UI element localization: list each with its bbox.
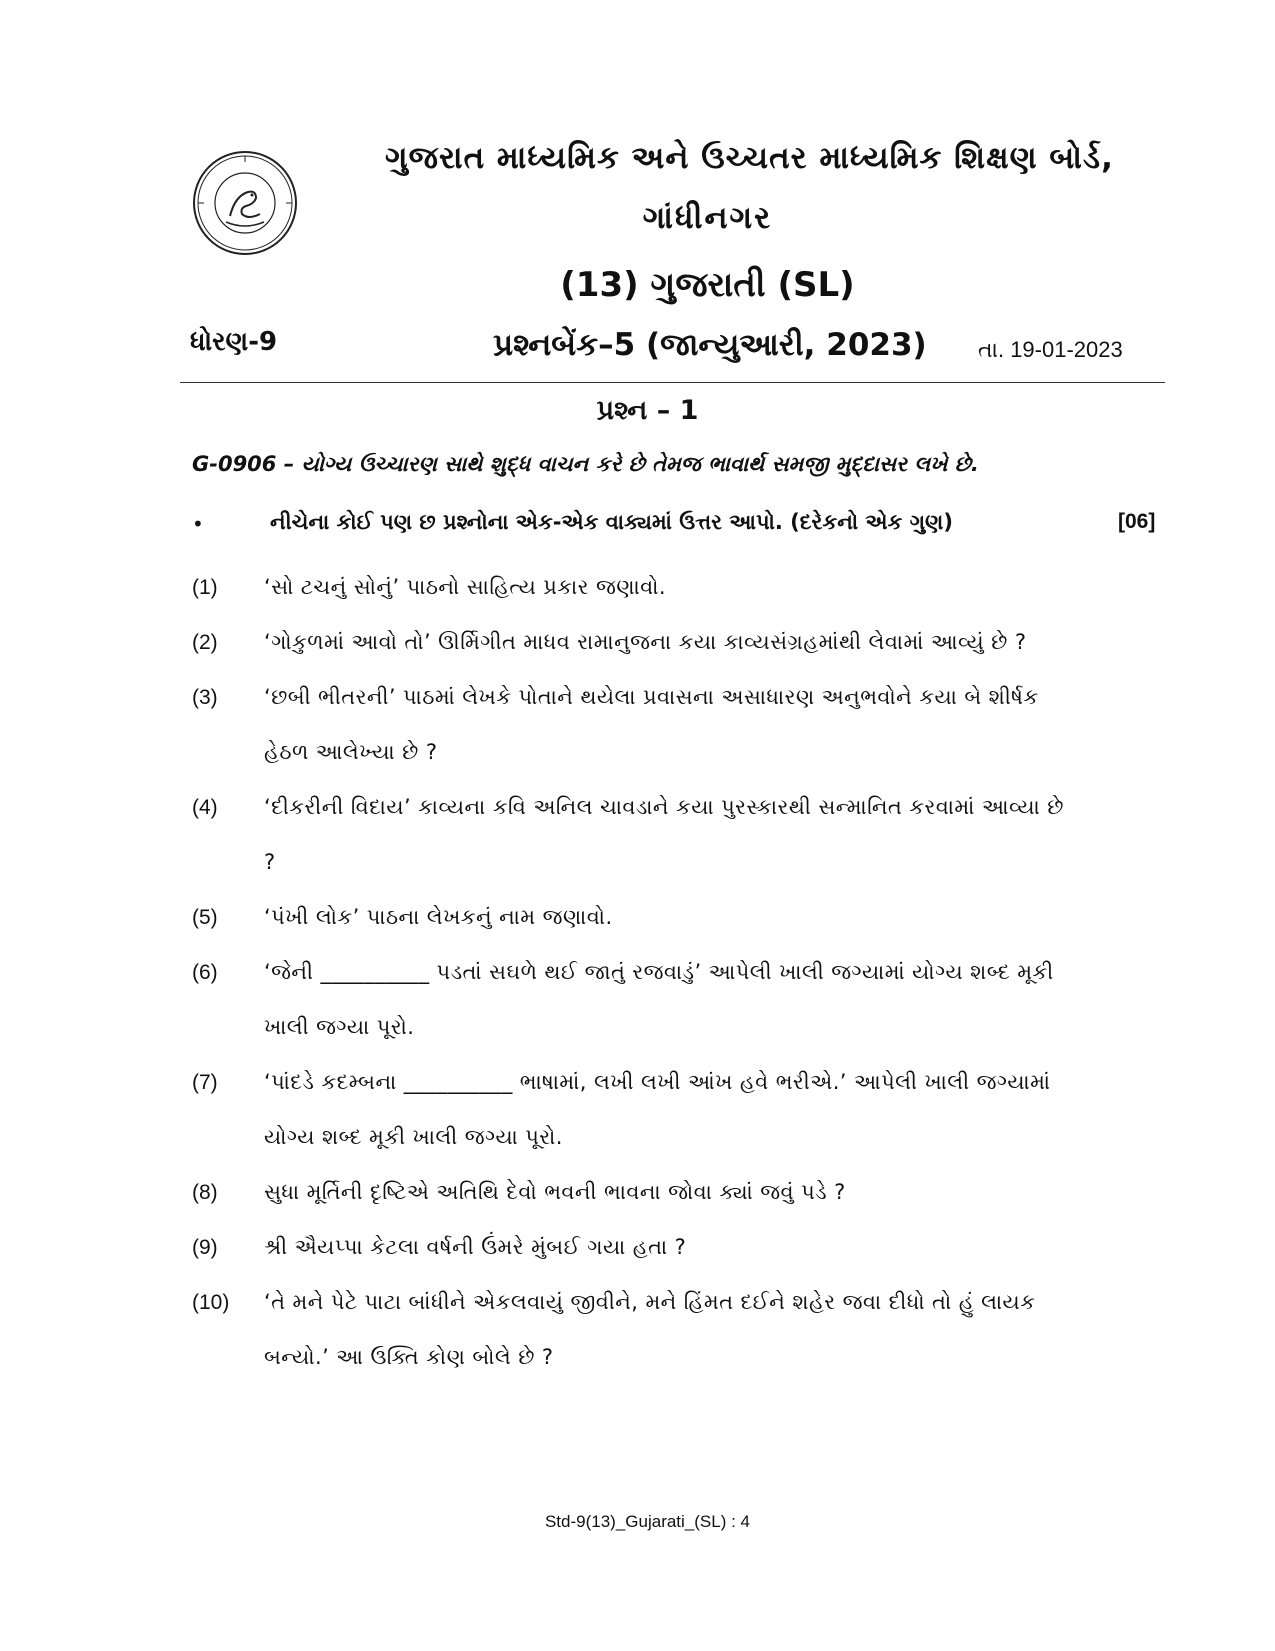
exam-date: તા. 19-01-2023: [978, 337, 1123, 362]
board-city: ગાંધીનગર: [642, 200, 773, 236]
question-number: (7): [192, 1071, 218, 1094]
question-text: ‘ગોકુળમાં આવો તો’ ઊર્મિગીત માધવ રામાનુજના કયા કાવ્યસંગ્રહમાંથી લેવામાં આવ્યું છે ?: [264, 630, 1027, 654]
question-text: શ્રી ઐયપ્પા કેટલા વર્ષની ઉંમરે મુંબઈ ગયા હતા ?: [264, 1235, 687, 1259]
question-number: (10): [192, 1291, 230, 1314]
list-item: [192, 670, 1082, 780]
list-item: [192, 1275, 1082, 1385]
list-item: [192, 945, 1082, 1055]
instruction-text: નીચેના કોઈ પણ છ પ્રશ્નોના એક-એક વાક્યમાં ઉત્તર આપો. (દરેકનો એક ગુણ): [270, 510, 953, 534]
list-item: [192, 780, 1082, 890]
question-text: ‘પાંદડે કદમ્બના __________ ભાષામાં, લખી લખી આંખ હવે ભરીએ.’ આપેલી ખાલી જગ્યામાં યોગ્ય શબ્દ મૂકી ખાલી જગ્યા પૂરો.: [264, 1070, 1051, 1149]
question-number: (3): [192, 686, 218, 709]
question-text: ‘છબી ભીતરની’ પાઠમાં લેખકે પોતાને થયેલા પ્રવાસના અસાધારણ અનુભવોને કયા બે શીર્ષક હેઠળ આલેખ્યા છે ?: [264, 685, 1039, 764]
learning-objective: G-0906 – યોગ્ય ઉચ્ચારણ સાથે શુદ્ધ વાચન કરે છે તેમજ ભાવાર્થ સમજી મુદ્દાસર લખે છે.: [192, 452, 979, 476]
question-number: (8): [192, 1181, 218, 1204]
list-item: [192, 890, 1082, 945]
question-number: (1): [192, 576, 218, 599]
list-item: [192, 1220, 1082, 1275]
question-text: ‘તે મને પેટે પાટા બાંધીને એકલવાયું જીવીને, મને હિંમત દઈને શહેર જવા દીધો તો હું લાયક બન્યો.’ આ ઉક્તિ કોણ બોલે છે ?: [264, 1290, 1036, 1369]
board-name: ગુજરાત માધ્યમિક અને ઉચ્ચતર માધ્યમિક શિક્ષણ બોર્ડ,: [385, 140, 1114, 176]
page-footer: Std-9(13)_Gujarati_(SL) : 4: [544, 1512, 751, 1531]
subject-title: (13) ગુજરાતી (SL): [560, 265, 855, 305]
standard-label: ધોરણ-9: [190, 327, 278, 357]
header-divider: [180, 382, 1165, 383]
question-text: ‘સો ટચનું સોનું’ પાઠનો સાહિત્ય પ્રકાર જણાવો.: [264, 575, 666, 599]
list-item: [192, 560, 1082, 615]
question-number: (2): [192, 631, 218, 654]
list-item: [192, 1165, 1082, 1220]
question-text: ‘દીકરીની વિદાય’ કાવ્યના કવિ અનિલ ચાવડાને કયા પુરસ્કારથી સન્માનિત કરવામાં આવ્યા છે ?: [264, 795, 1064, 874]
question-number: (5): [192, 906, 218, 929]
list-item: [192, 615, 1082, 670]
question-number: (4): [192, 796, 218, 819]
list-item: [192, 1055, 1082, 1165]
marks-label: [06]: [1118, 510, 1156, 533]
question-heading: પ્રશ્ન – 1: [596, 395, 699, 426]
bullet-icon: •: [192, 512, 204, 536]
question-number: (9): [192, 1236, 218, 1259]
question-text: ‘જેની __________ પડતાં સઘળે થઈ જાતું રજવાડું’ આપેલી ખાલી જગ્યામાં યોગ્ય શબ્દ મૂકી ખાલી જગ્યા પૂરો.: [264, 960, 1054, 1039]
question-list: [192, 560, 1082, 1385]
question-bank-title: પ્રશ્નબેંક–5 (જાન્યુઆરી, 2023): [493, 327, 927, 363]
question-text: સુધા મૂર્તિની દૃષ્ટિએ અતિથિ દેવો ભવની ભાવના જોવા ક્યાં જવું પડે ?: [264, 1180, 846, 1204]
question-text: ‘પંખી લોક’ પાઠના લેખકનું નામ જણાવો.: [264, 905, 613, 929]
question-number: (6): [192, 961, 218, 984]
